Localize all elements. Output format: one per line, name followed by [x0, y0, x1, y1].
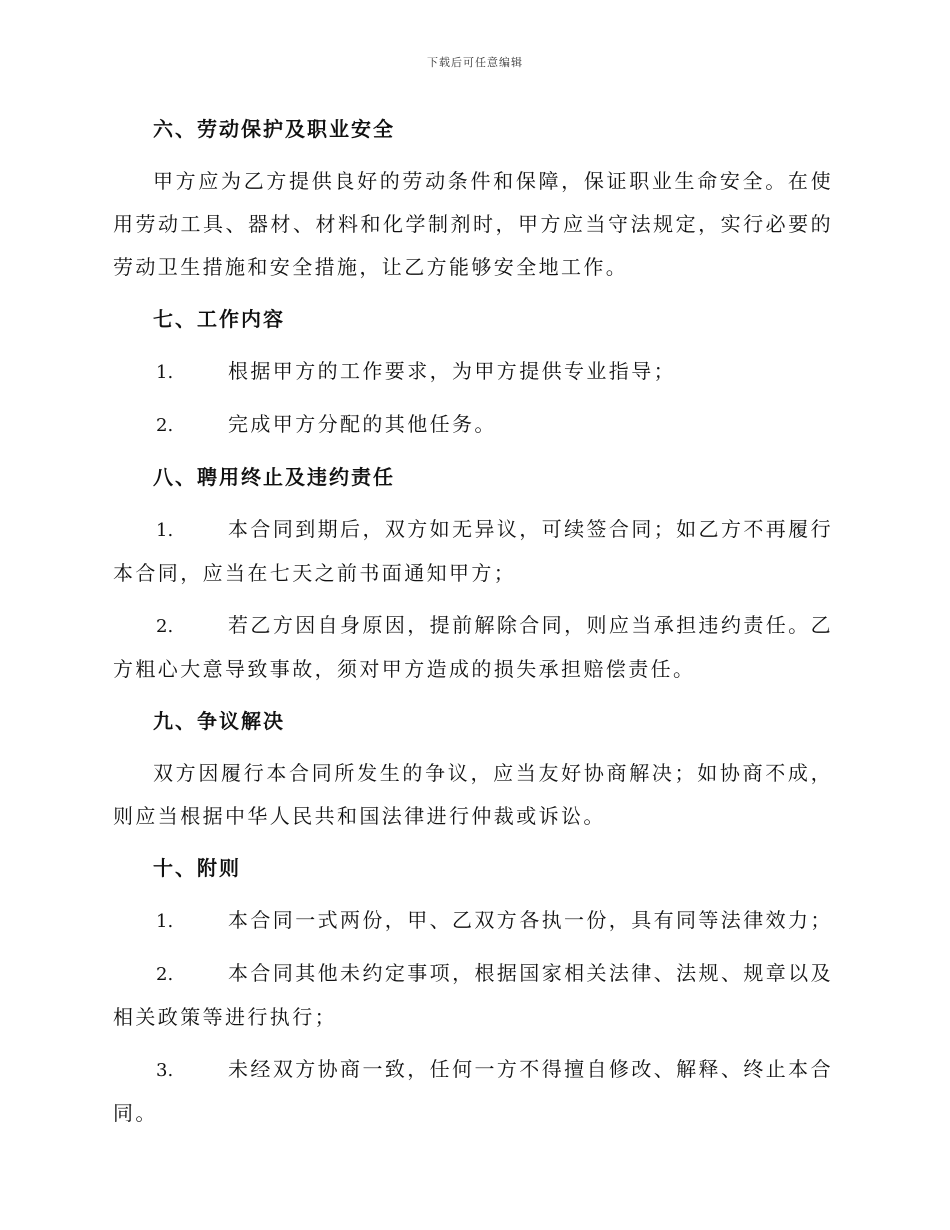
item-text: 未经双方协商一致，任何一方不得擅自修改、解释、终止本合同。 — [113, 1057, 833, 1125]
paragraph: 双方因履行本合同所发生的争议，应当友好协商解决；如协商不成，则应当根据中华人民共和国法律进行仲裁或诉讼。 — [113, 761, 833, 828]
section-termination-liability — [113, 456, 833, 691]
page-header: 下载后可任意编辑 — [427, 56, 523, 69]
item-text: 本合同其他未约定事项，根据国家相关法律、法规、规章以及相关政策等进行执行； — [113, 961, 833, 1029]
item-number: 3. — [156, 1060, 174, 1081]
list-item — [113, 350, 833, 394]
item-number: 1. — [156, 520, 174, 541]
list-item — [113, 952, 833, 1039]
list-item — [113, 1048, 833, 1135]
item-text: 根据甲方的工作要求，为甲方提供专业指导； — [228, 359, 676, 383]
item-text: 完成甲方分配的其他任务。 — [228, 412, 497, 436]
section-dispute-resolution — [113, 700, 833, 838]
paragraph: 甲方应为乙方提供良好的劳动条件和保障，保证职业生命安全。在使用劳动工具、器材、材料和化学制剂时，甲方应当守法规定，实行必要的劳动卫生措施和安全措施，让乙方能够安全地工作。 — [113, 169, 833, 279]
list-item — [113, 604, 833, 691]
section-labor-protection — [113, 108, 833, 289]
section-heading: 八、聘用终止及违约责任 — [153, 465, 395, 489]
item-number: 1. — [156, 362, 174, 383]
section-work-content — [113, 298, 833, 447]
document-body — [113, 108, 833, 1144]
section-heading: 七、工作内容 — [153, 307, 285, 331]
item-number: 2. — [156, 616, 174, 637]
item-number: 2. — [156, 415, 174, 436]
item-text: 若乙方因自身原因，提前解除合同，则应当承担违约责任。乙方粗心大意导致事故，须对甲方造成的损失承担赔偿责任。 — [113, 613, 833, 681]
item-text: 本合同到期后，双方如无异议，可续签合同；如乙方不再履行本合同，应当在七天之前书面通知甲方； — [113, 517, 833, 585]
section-heading: 十、附则 — [153, 856, 241, 880]
section-heading: 九、争议解决 — [153, 709, 285, 733]
item-text: 本合同一式两份，甲、乙双方各执一份，具有同等法律效力； — [228, 908, 833, 932]
item-number: 1. — [156, 911, 174, 932]
section-supplementary — [113, 847, 833, 1135]
list-item — [113, 508, 833, 595]
list-item — [113, 899, 833, 943]
item-number: 2. — [156, 964, 174, 985]
list-item — [113, 403, 833, 447]
section-heading: 六、劳动保护及职业安全 — [153, 117, 395, 141]
